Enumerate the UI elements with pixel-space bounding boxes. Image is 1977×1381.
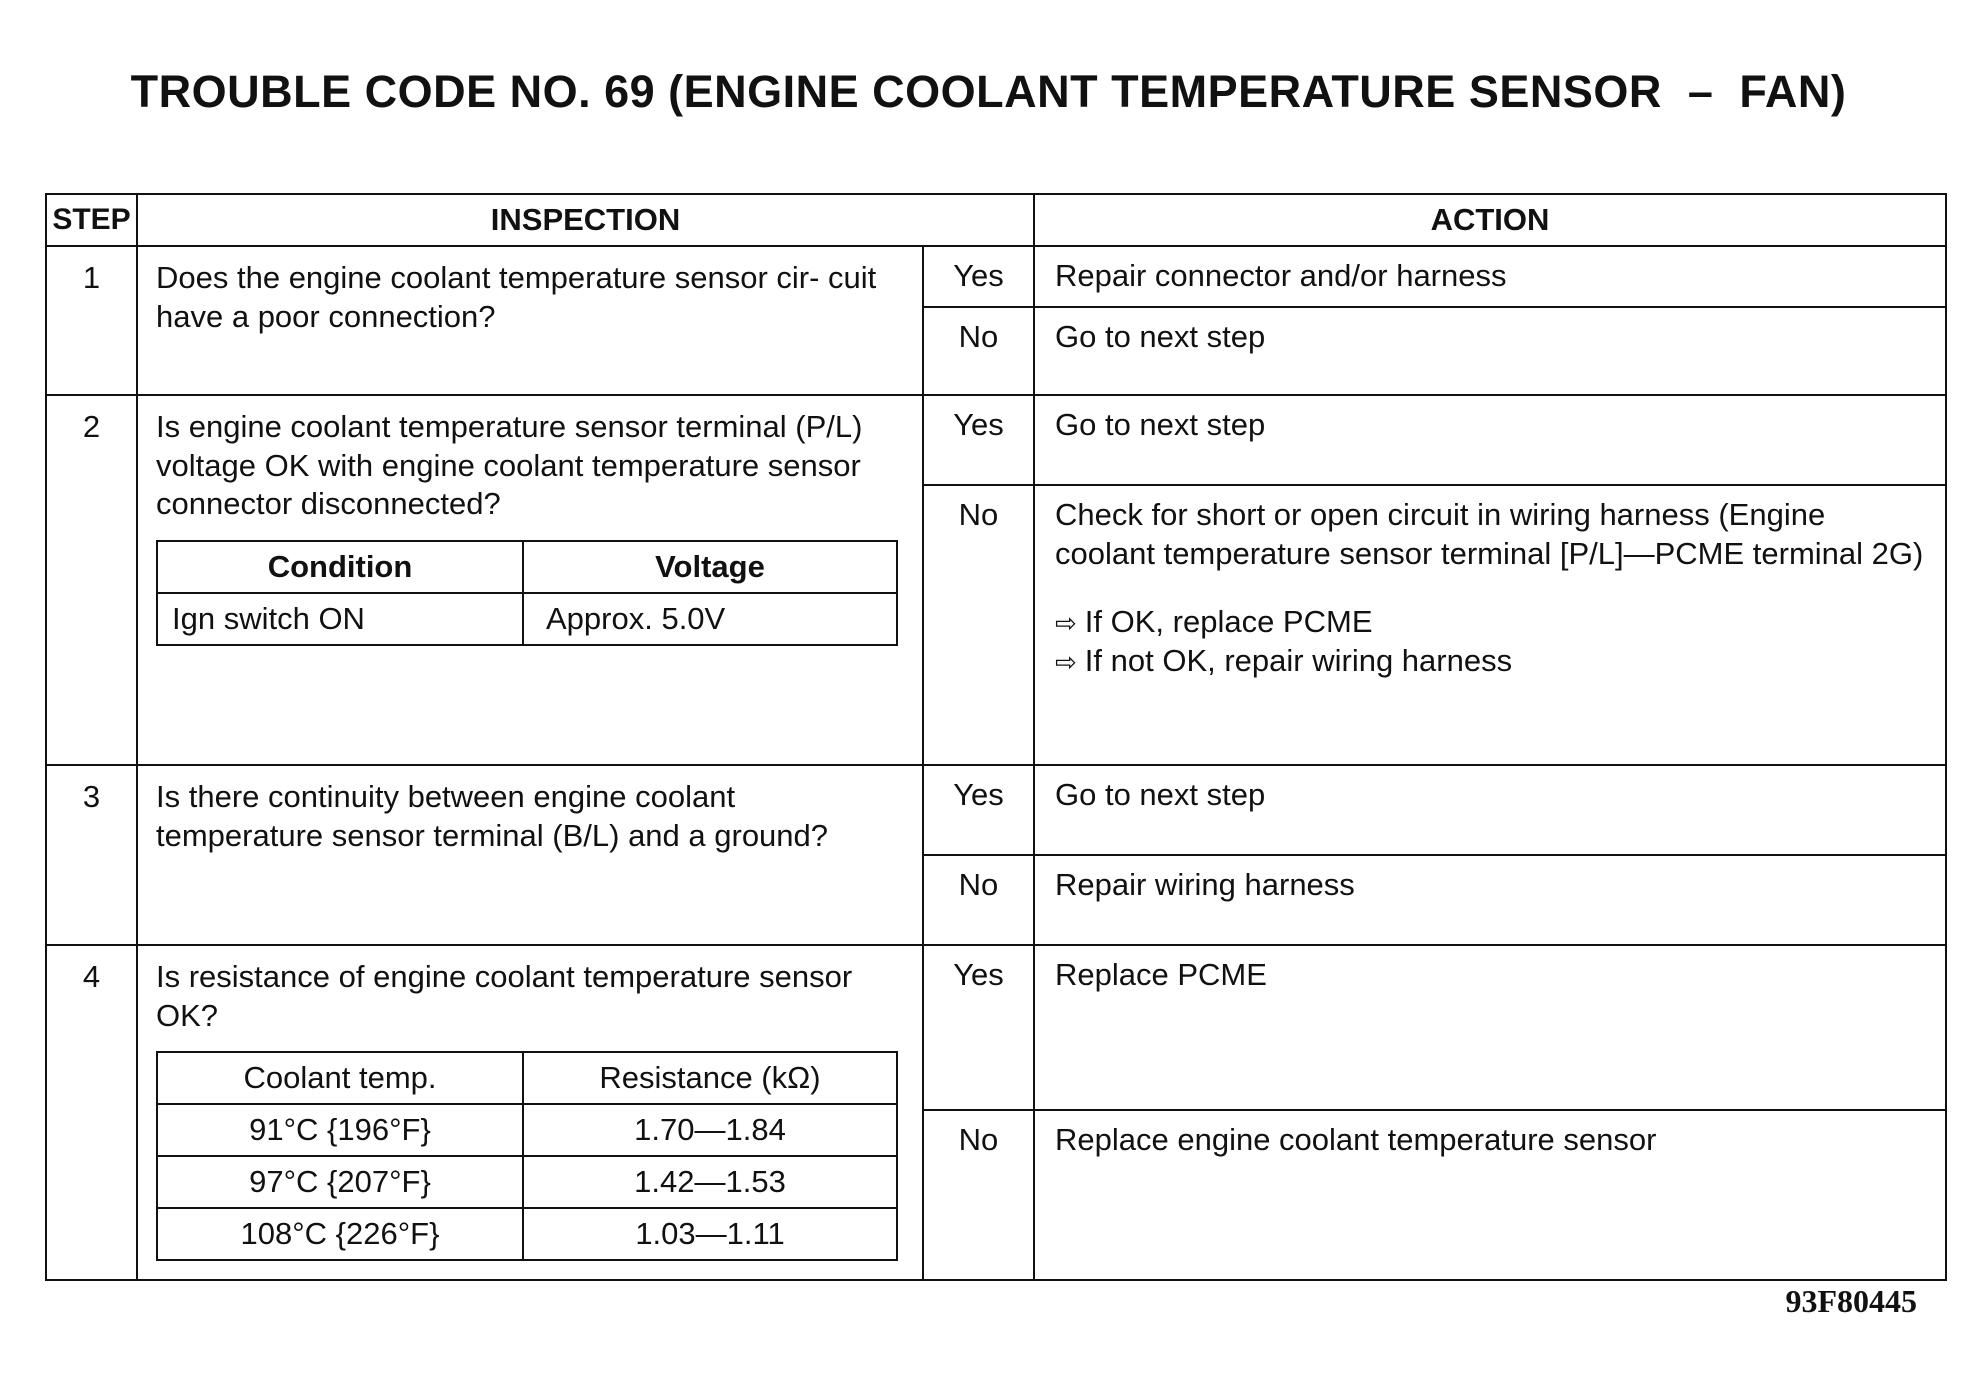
no-action: Check for short or open circuit in wiring harness (Engine coolant temperature sensor terminal [P/L]—PCME terminal 2G) bbox=[1055, 496, 1924, 571]
yes-label: Yes bbox=[923, 765, 1034, 855]
step-4-inspection bbox=[137, 945, 923, 1280]
resistance-cell: 1.70—1.84 bbox=[523, 1104, 897, 1156]
no-label: No bbox=[923, 1110, 1034, 1280]
resistance-cell: 1.42—1.53 bbox=[523, 1156, 897, 1208]
inspection-question: Does the engine coolant temperature sensor cir- cuit have a poor connection? bbox=[156, 260, 877, 334]
step-2-inspection bbox=[137, 395, 923, 765]
no-action: Repair wiring harness bbox=[1034, 855, 1946, 945]
no-action: Replace engine coolant temperature sensor bbox=[1034, 1110, 1946, 1280]
step-4-yes-row bbox=[46, 945, 1946, 1110]
inspection-question: Is there continuity between engine coolant temperature sensor terminal (B/L) and a ground? bbox=[156, 778, 829, 853]
right-outline-arrow-icon: ⇨ bbox=[1055, 648, 1077, 678]
no-action-cell bbox=[1034, 485, 1946, 765]
figure-id: 93F80445 bbox=[1785, 1283, 1917, 1319]
yes-label: Yes bbox=[923, 395, 1034, 485]
table-header-row bbox=[157, 1052, 897, 1104]
step-header: STEP bbox=[46, 194, 137, 246]
resistance-table bbox=[156, 1051, 898, 1261]
trouble-code-table bbox=[45, 193, 1947, 1281]
voltage-cell: Approx. 5.0V bbox=[523, 593, 897, 645]
voltage-table bbox=[156, 540, 898, 646]
step-number: 2 bbox=[46, 395, 137, 765]
step-3-inspection bbox=[137, 765, 923, 945]
resistance-cell: 1.03—1.11 bbox=[523, 1208, 897, 1260]
no-label: No bbox=[923, 307, 1034, 395]
step-2-yes-row bbox=[46, 395, 1946, 485]
yes-label: Yes bbox=[923, 945, 1034, 1110]
table-header-row bbox=[157, 541, 897, 593]
step-number: 4 bbox=[46, 945, 137, 1280]
temp-cell: 91°C {196°F} bbox=[157, 1104, 523, 1156]
followup-text: If OK, replace PCME bbox=[1084, 604, 1373, 640]
resistance-header: Resistance (kΩ) bbox=[523, 1052, 897, 1104]
no-action: Go to next step bbox=[1034, 307, 1946, 395]
yes-action: Go to next step bbox=[1034, 765, 1946, 855]
no-label: No bbox=[923, 855, 1034, 945]
table-row bbox=[157, 1104, 897, 1156]
no-label: No bbox=[923, 485, 1034, 765]
step-1-inspection bbox=[137, 246, 923, 395]
yes-action: Repair connector and/or harness bbox=[1034, 246, 1946, 307]
table-row bbox=[157, 1156, 897, 1208]
inspection-header: INSPECTION bbox=[137, 194, 1034, 246]
header-row bbox=[46, 194, 1946, 246]
yes-label: Yes bbox=[923, 246, 1034, 307]
step-1-yes-row bbox=[46, 246, 1946, 307]
condition-header: Condition bbox=[157, 541, 523, 593]
inspection-question: Is resistance of engine coolant temperature sensor OK? bbox=[156, 958, 853, 1033]
yes-action: Replace PCME bbox=[1034, 945, 1946, 1110]
followup-not-ok bbox=[1055, 642, 1929, 681]
temp-cell: 108°C {226°F} bbox=[157, 1208, 523, 1260]
right-outline-arrow-icon: ⇨ bbox=[1055, 609, 1077, 640]
followup-ok bbox=[1055, 603, 1929, 642]
step-number: 1 bbox=[46, 246, 137, 395]
followup-text: If not OK, repair wiring harness bbox=[1084, 643, 1513, 678]
voltage-header: Voltage bbox=[523, 541, 897, 593]
page-title: TROUBLE CODE NO. 69 (ENGINE COOLANT TEMPERATURE SENSOR – FAN) bbox=[130, 66, 1847, 117]
condition-cell: Ign switch ON bbox=[157, 593, 523, 645]
temp-cell: 97°C {207°F} bbox=[157, 1156, 523, 1208]
inspection-question: Is engine coolant temperature sensor terminal (P/L) voltage OK with engine coolant temperature sensor connector disconnected? bbox=[156, 408, 863, 522]
step-3-yes-row bbox=[46, 765, 1946, 855]
action-header: ACTION bbox=[1034, 194, 1946, 246]
table-row bbox=[157, 1208, 897, 1260]
table-row bbox=[157, 593, 897, 645]
yes-action: Go to next step bbox=[1034, 395, 1946, 485]
coolant-temp-header: Coolant temp. bbox=[157, 1052, 523, 1104]
step-number: 3 bbox=[46, 765, 137, 945]
